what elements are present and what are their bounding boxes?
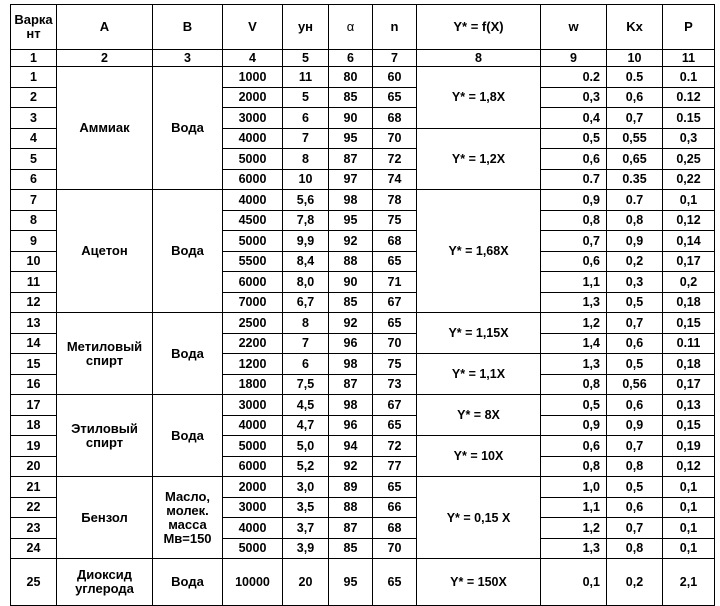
p-cell: 0,15 xyxy=(663,415,715,436)
equilibrium-equation-cell: Y* = 8X xyxy=(417,395,541,436)
kx-cell: 0,6 xyxy=(607,497,663,518)
w-cell: 1,2 xyxy=(541,518,607,539)
variant-cell: 21 xyxy=(11,477,57,498)
p-cell: 0,17 xyxy=(663,374,715,395)
kx-cell: 0,5 xyxy=(607,354,663,375)
p-cell: 0.1 xyxy=(663,67,715,88)
n-cell: 65 xyxy=(373,415,417,436)
yn-cell: 4,7 xyxy=(283,415,329,436)
variant-cell: 22 xyxy=(11,497,57,518)
variant-cell: 16 xyxy=(11,374,57,395)
table-row xyxy=(11,477,715,498)
alpha-cell: 92 xyxy=(329,231,373,252)
yn-cell: 5,6 xyxy=(283,190,329,211)
yn-cell: 6 xyxy=(283,354,329,375)
alpha-cell: 90 xyxy=(329,108,373,129)
alpha-cell: 89 xyxy=(329,477,373,498)
w-cell: 1,3 xyxy=(541,538,607,559)
substance-b-cell: Вода xyxy=(153,190,223,313)
yn-cell: 5,0 xyxy=(283,436,329,457)
w-cell: 0,3 xyxy=(541,87,607,108)
substance-a-cell: Бензол xyxy=(57,477,153,559)
v-cell: 6000 xyxy=(223,272,283,293)
equilibrium-equation-cell: Y* = 1,2X xyxy=(417,128,541,190)
variant-cell: 13 xyxy=(11,313,57,334)
yn-cell: 3,9 xyxy=(283,538,329,559)
header-yfx: Y* = f(X) xyxy=(417,5,541,50)
header-n: n xyxy=(373,5,417,50)
p-cell: 0.12 xyxy=(663,87,715,108)
substance-a-cell: Этиловый спирт xyxy=(57,395,153,477)
n-cell: 70 xyxy=(373,333,417,354)
yn-cell: 9,9 xyxy=(283,231,329,252)
p-cell: 0,13 xyxy=(663,395,715,416)
kx-cell: 0,9 xyxy=(607,415,663,436)
header-a: A xyxy=(57,5,153,50)
yn-cell: 6 xyxy=(283,108,329,129)
alpha-cell: 87 xyxy=(329,518,373,539)
n-cell: 75 xyxy=(373,354,417,375)
v-cell: 5000 xyxy=(223,436,283,457)
alpha-cell: 95 xyxy=(329,128,373,149)
v-cell: 2500 xyxy=(223,313,283,334)
v-cell: 6000 xyxy=(223,169,283,190)
variant-cell: 25 xyxy=(11,559,57,606)
yn-cell: 6,7 xyxy=(283,292,329,313)
p-cell: 0,1 xyxy=(663,190,715,211)
p-cell: 0,1 xyxy=(663,518,715,539)
yn-cell: 7,5 xyxy=(283,374,329,395)
header-kx: Kx xyxy=(607,5,663,50)
substance-a-cell: Аммиак xyxy=(57,67,153,190)
p-cell: 0,18 xyxy=(663,354,715,375)
yn-cell: 20 xyxy=(283,559,329,606)
n-cell: 65 xyxy=(373,559,417,606)
w-cell: 0,9 xyxy=(541,415,607,436)
w-cell: 0,1 xyxy=(541,559,607,606)
n-cell: 66 xyxy=(373,497,417,518)
alpha-cell: 88 xyxy=(329,497,373,518)
variant-cell: 18 xyxy=(11,415,57,436)
v-cell: 6000 xyxy=(223,456,283,477)
equilibrium-equation-cell: Y* = 1,15X xyxy=(417,313,541,354)
v-cell: 5000 xyxy=(223,149,283,170)
p-cell: 0.11 xyxy=(663,333,715,354)
w-cell: 1,1 xyxy=(541,272,607,293)
variant-cell: 3 xyxy=(11,108,57,129)
w-cell: 1,3 xyxy=(541,292,607,313)
v-cell: 1800 xyxy=(223,374,283,395)
v-cell: 3000 xyxy=(223,108,283,129)
colnum: 2 xyxy=(57,50,153,67)
yn-cell: 7 xyxy=(283,333,329,354)
p-cell: 0,2 xyxy=(663,272,715,293)
p-cell: 0,14 xyxy=(663,231,715,252)
v-cell: 5000 xyxy=(223,538,283,559)
v-cell: 2000 xyxy=(223,87,283,108)
substance-a-cell: Метиловый спирт xyxy=(57,313,153,395)
variant-cell: 14 xyxy=(11,333,57,354)
alpha-cell: 85 xyxy=(329,87,373,108)
alpha-cell: 87 xyxy=(329,149,373,170)
variant-cell: 24 xyxy=(11,538,57,559)
alpha-cell: 95 xyxy=(329,210,373,231)
kx-cell: 0,65 xyxy=(607,149,663,170)
header-row xyxy=(11,5,715,50)
header-yn: yн xyxy=(283,5,329,50)
p-cell: 0,1 xyxy=(663,538,715,559)
kx-cell: 0,8 xyxy=(607,456,663,477)
p-cell: 2,1 xyxy=(663,559,715,606)
v-cell: 5500 xyxy=(223,251,283,272)
kx-cell: 0.5 xyxy=(607,67,663,88)
yn-cell: 3,7 xyxy=(283,518,329,539)
alpha-cell: 94 xyxy=(329,436,373,457)
kx-cell: 0,6 xyxy=(607,395,663,416)
alpha-cell: 85 xyxy=(329,538,373,559)
p-cell: 0,1 xyxy=(663,477,715,498)
v-cell: 2200 xyxy=(223,333,283,354)
equilibrium-equation-cell: Y* = 1,68X xyxy=(417,190,541,313)
w-cell: 0,6 xyxy=(541,436,607,457)
w-cell: 1,4 xyxy=(541,333,607,354)
w-cell: 0.7 xyxy=(541,169,607,190)
colnum: 10 xyxy=(607,50,663,67)
table-row xyxy=(11,313,715,334)
variant-cell: 4 xyxy=(11,128,57,149)
w-cell: 0,7 xyxy=(541,231,607,252)
equilibrium-equation-cell: Y* = 0,15 X xyxy=(417,477,541,559)
w-cell: 0,5 xyxy=(541,128,607,149)
variant-cell: 12 xyxy=(11,292,57,313)
n-cell: 75 xyxy=(373,210,417,231)
alpha-cell: 88 xyxy=(329,251,373,272)
n-cell: 74 xyxy=(373,169,417,190)
kx-cell: 0,6 xyxy=(607,333,663,354)
header-variant: Варка нт xyxy=(11,5,57,50)
alpha-cell: 97 xyxy=(329,169,373,190)
yn-cell: 3,0 xyxy=(283,477,329,498)
yn-cell: 3,5 xyxy=(283,497,329,518)
kx-cell: 0,7 xyxy=(607,108,663,129)
substance-b-cell: Масло, молек. масса Мв=150 xyxy=(153,477,223,559)
p-cell: 0,3 xyxy=(663,128,715,149)
alpha-cell: 92 xyxy=(329,313,373,334)
p-cell: 0,22 xyxy=(663,169,715,190)
yn-cell: 5 xyxy=(283,87,329,108)
variant-cell: 6 xyxy=(11,169,57,190)
yn-cell: 7 xyxy=(283,128,329,149)
n-cell: 65 xyxy=(373,251,417,272)
v-cell: 3000 xyxy=(223,497,283,518)
w-cell: 1,2 xyxy=(541,313,607,334)
v-cell: 4000 xyxy=(223,415,283,436)
variant-cell: 11 xyxy=(11,272,57,293)
v-cell: 2000 xyxy=(223,477,283,498)
kx-cell: 0,3 xyxy=(607,272,663,293)
n-cell: 72 xyxy=(373,149,417,170)
n-cell: 68 xyxy=(373,518,417,539)
v-cell: 4500 xyxy=(223,210,283,231)
colnum: 8 xyxy=(417,50,541,67)
p-cell: 0,12 xyxy=(663,456,715,477)
alpha-cell: 87 xyxy=(329,374,373,395)
alpha-cell: 98 xyxy=(329,395,373,416)
variant-cell: 19 xyxy=(11,436,57,457)
colnum: 9 xyxy=(541,50,607,67)
w-cell: 1,3 xyxy=(541,354,607,375)
w-cell: 1,1 xyxy=(541,497,607,518)
colnum: 11 xyxy=(663,50,715,67)
v-cell: 10000 xyxy=(223,559,283,606)
yn-cell: 4,5 xyxy=(283,395,329,416)
w-cell: 0,5 xyxy=(541,395,607,416)
column-number-row xyxy=(11,50,715,67)
yn-cell: 7,8 xyxy=(283,210,329,231)
substance-a-cell: Ацетон xyxy=(57,190,153,313)
n-cell: 67 xyxy=(373,292,417,313)
kx-cell: 0,55 xyxy=(607,128,663,149)
kx-cell: 0.35 xyxy=(607,169,663,190)
kx-cell: 0.7 xyxy=(607,190,663,211)
alpha-cell: 96 xyxy=(329,415,373,436)
header-v: V xyxy=(223,5,283,50)
n-cell: 72 xyxy=(373,436,417,457)
n-cell: 65 xyxy=(373,313,417,334)
table-row xyxy=(11,190,715,211)
p-cell: 0.15 xyxy=(663,108,715,129)
n-cell: 68 xyxy=(373,231,417,252)
variant-cell: 2 xyxy=(11,87,57,108)
v-cell: 3000 xyxy=(223,395,283,416)
p-cell: 0,15 xyxy=(663,313,715,334)
w-cell: 0,6 xyxy=(541,251,607,272)
colnum: 5 xyxy=(283,50,329,67)
table-row xyxy=(11,559,715,606)
alpha-cell: 96 xyxy=(329,333,373,354)
p-cell: 0,12 xyxy=(663,210,715,231)
kx-cell: 0,8 xyxy=(607,210,663,231)
v-cell: 7000 xyxy=(223,292,283,313)
v-cell: 4000 xyxy=(223,128,283,149)
kx-cell: 0,5 xyxy=(607,477,663,498)
yn-cell: 8 xyxy=(283,149,329,170)
header-p: P xyxy=(663,5,715,50)
kx-cell: 0,6 xyxy=(607,87,663,108)
kx-cell: 0,7 xyxy=(607,436,663,457)
n-cell: 78 xyxy=(373,190,417,211)
v-cell: 4000 xyxy=(223,190,283,211)
variant-cell: 5 xyxy=(11,149,57,170)
n-cell: 67 xyxy=(373,395,417,416)
kx-cell: 0,7 xyxy=(607,313,663,334)
variant-cell: 8 xyxy=(11,210,57,231)
header-w: w xyxy=(541,5,607,50)
w-cell: 0,4 xyxy=(541,108,607,129)
w-cell: 0,8 xyxy=(541,456,607,477)
variant-cell: 10 xyxy=(11,251,57,272)
kx-cell: 0,2 xyxy=(607,251,663,272)
kx-cell: 0,56 xyxy=(607,374,663,395)
n-cell: 77 xyxy=(373,456,417,477)
w-cell: 0,6 xyxy=(541,149,607,170)
variant-cell: 15 xyxy=(11,354,57,375)
substance-b-cell: Вода xyxy=(153,559,223,606)
variant-cell: 17 xyxy=(11,395,57,416)
colnum: 6 xyxy=(329,50,373,67)
alpha-cell: 98 xyxy=(329,354,373,375)
variant-cell: 7 xyxy=(11,190,57,211)
w-cell: 0,8 xyxy=(541,374,607,395)
colnum: 3 xyxy=(153,50,223,67)
colnum: 1 xyxy=(11,50,57,67)
w-cell: 0,8 xyxy=(541,210,607,231)
p-cell: 0,18 xyxy=(663,292,715,313)
colnum: 4 xyxy=(223,50,283,67)
kx-cell: 0,8 xyxy=(607,538,663,559)
alpha-cell: 90 xyxy=(329,272,373,293)
substance-b-cell: Вода xyxy=(153,313,223,395)
equilibrium-equation-cell: Y* = 150X xyxy=(417,559,541,606)
substance-a-cell: Диоксид углерода xyxy=(57,559,153,606)
v-cell: 4000 xyxy=(223,518,283,539)
v-cell: 1000 xyxy=(223,67,283,88)
yn-cell: 8 xyxy=(283,313,329,334)
equilibrium-equation-cell: Y* = 1,1X xyxy=(417,354,541,395)
kx-cell: 0,5 xyxy=(607,292,663,313)
table-row xyxy=(11,395,715,416)
n-cell: 71 xyxy=(373,272,417,293)
alpha-cell: 85 xyxy=(329,292,373,313)
v-cell: 1200 xyxy=(223,354,283,375)
w-cell: 1,0 xyxy=(541,477,607,498)
p-cell: 0,25 xyxy=(663,149,715,170)
variant-cell: 1 xyxy=(11,67,57,88)
n-cell: 70 xyxy=(373,128,417,149)
variant-cell: 9 xyxy=(11,231,57,252)
v-cell: 5000 xyxy=(223,231,283,252)
equilibrium-equation-cell: Y* = 10X xyxy=(417,436,541,477)
yn-cell: 11 xyxy=(283,67,329,88)
header-b: B xyxy=(153,5,223,50)
p-cell: 0,1 xyxy=(663,497,715,518)
n-cell: 73 xyxy=(373,374,417,395)
alpha-cell: 95 xyxy=(329,559,373,606)
equilibrium-equation-cell: Y* = 1,8X xyxy=(417,67,541,129)
n-cell: 70 xyxy=(373,538,417,559)
yn-cell: 8,4 xyxy=(283,251,329,272)
table-row xyxy=(11,67,715,88)
w-cell: 0,9 xyxy=(541,190,607,211)
n-cell: 65 xyxy=(373,87,417,108)
kx-cell: 0,9 xyxy=(607,231,663,252)
substance-b-cell: Вода xyxy=(153,395,223,477)
alpha-cell: 98 xyxy=(329,190,373,211)
n-cell: 60 xyxy=(373,67,417,88)
yn-cell: 8,0 xyxy=(283,272,329,293)
p-cell: 0,19 xyxy=(663,436,715,457)
kx-cell: 0,2 xyxy=(607,559,663,606)
variant-cell: 23 xyxy=(11,518,57,539)
n-cell: 65 xyxy=(373,477,417,498)
header-alpha: α xyxy=(329,5,373,50)
substance-b-cell: Вода xyxy=(153,67,223,190)
variant-cell: 20 xyxy=(11,456,57,477)
yn-cell: 10 xyxy=(283,169,329,190)
alpha-cell: 92 xyxy=(329,456,373,477)
variants-table xyxy=(10,4,715,606)
w-cell: 0.2 xyxy=(541,67,607,88)
p-cell: 0,17 xyxy=(663,251,715,272)
n-cell: 68 xyxy=(373,108,417,129)
colnum: 7 xyxy=(373,50,417,67)
yn-cell: 5,2 xyxy=(283,456,329,477)
kx-cell: 0,7 xyxy=(607,518,663,539)
alpha-cell: 80 xyxy=(329,67,373,88)
